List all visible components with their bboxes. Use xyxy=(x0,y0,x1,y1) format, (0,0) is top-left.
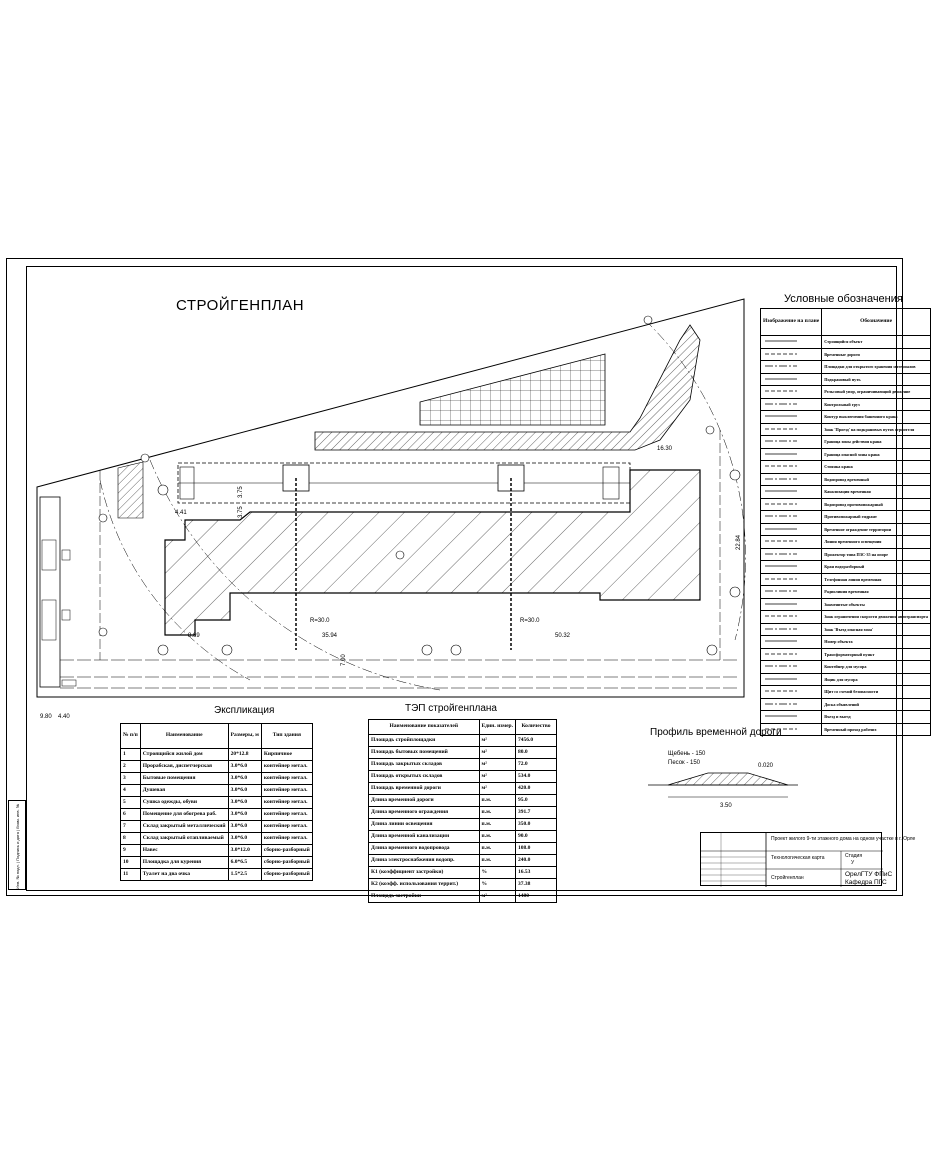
table-cell: контейнер метал. xyxy=(261,821,312,833)
table-row xyxy=(121,869,313,881)
table-cell: 3.0*12.0 xyxy=(228,845,261,857)
legend-row xyxy=(761,623,931,636)
table-cell: контейнер метал. xyxy=(261,773,312,785)
side-strip-text: Инв. № подл. | Подпись и дата | Взам. инв. № xyxy=(15,804,20,889)
table-header-cell: № п/п xyxy=(121,724,141,749)
table-cell: м² xyxy=(479,891,515,903)
svg-text:4.40: 4.40 xyxy=(58,714,70,720)
table-cell: 3.0*6.0 xyxy=(228,797,261,809)
svg-text:16.30: 16.30 xyxy=(657,446,673,452)
table-cell: сборно-разборный xyxy=(261,857,312,869)
table-cell: Строящийся жилой дом xyxy=(140,749,228,761)
legend-row xyxy=(761,648,931,661)
legend-label: Временное ограждение территории xyxy=(822,523,931,536)
legend-row xyxy=(761,698,931,711)
table-cell: 1480 xyxy=(516,891,557,903)
table-cell: Площадь стройплощадки xyxy=(369,735,480,747)
table-row xyxy=(369,843,557,855)
legend-symbol xyxy=(761,498,822,511)
legend-row xyxy=(761,386,931,399)
legend-symbol xyxy=(761,561,822,574)
table-cell: Площадь бытовых помещений xyxy=(369,747,480,759)
stamp-project: Проект жилого 9-ти этажного дома на одном участке в г. Орле xyxy=(771,836,916,842)
table-header-cell: Количество xyxy=(516,720,557,735)
legend-row xyxy=(761,423,931,436)
table-cell: 1 xyxy=(121,749,141,761)
legend-label: Контур выключения башенного крана xyxy=(822,411,931,424)
title-block xyxy=(700,832,916,886)
table-cell: Душевая xyxy=(140,785,228,797)
legend-row xyxy=(761,473,931,486)
table-header-cell: Размеры, м xyxy=(228,724,261,749)
table-cell: 3.0*6.0 xyxy=(228,821,261,833)
table-cell: 5 xyxy=(121,797,141,809)
table-row xyxy=(369,795,557,807)
legend-symbol xyxy=(761,461,822,474)
table-row xyxy=(369,891,557,903)
table-cell: п.м. xyxy=(479,855,515,867)
table-row xyxy=(369,759,557,771)
legend-label: Ящик для мусора xyxy=(822,673,931,686)
legend-row xyxy=(761,398,931,411)
legend-row xyxy=(761,523,931,536)
svg-text:3.75: 3.75 xyxy=(238,506,244,518)
table-row xyxy=(369,867,557,879)
legend-symbol xyxy=(761,411,822,424)
table-cell: Длина электроснабжения водопр. xyxy=(369,855,480,867)
legend-symbol xyxy=(761,673,822,686)
legend-row xyxy=(761,573,931,586)
legend-label: Трансформаторный пункт xyxy=(822,648,931,661)
legend-label: Знак ограничения скорости движения автотранспорта xyxy=(822,611,931,624)
legend-label: Кран водоразборный xyxy=(822,561,931,574)
table-cell: 240.0 xyxy=(516,855,557,867)
table-cell: Длина временного ограждения xyxy=(369,807,480,819)
table-row xyxy=(369,783,557,795)
table-cell: м² xyxy=(479,759,515,771)
legend-symbol xyxy=(761,511,822,524)
table-cell: 3 xyxy=(121,773,141,785)
building-outline xyxy=(165,470,700,635)
legend-label: Рельсовый упор, ограничивающий движение xyxy=(822,386,931,399)
table-cell: 3.0*6.0 xyxy=(228,761,261,773)
table-header-row xyxy=(369,720,557,735)
table-row xyxy=(121,821,313,833)
table-cell: 3.0*6.0 xyxy=(228,809,261,821)
table-cell: 95.0 xyxy=(516,795,557,807)
legend-label: Знак 'Въезд опасная зона' xyxy=(822,623,931,636)
table-header-cell: Наименование xyxy=(140,724,228,749)
legend-label: Щит со схемой безопасности xyxy=(822,686,931,699)
table-cell: м² xyxy=(479,783,515,795)
legend-symbol xyxy=(761,623,822,636)
table-cell: п.м. xyxy=(479,843,515,855)
legend-symbol xyxy=(761,386,822,399)
table-cell: 3.0*6.0 xyxy=(228,785,261,797)
legend-label: Граница зоны действия крана xyxy=(822,436,931,449)
table-cell: Сушка одежды, обуви xyxy=(140,797,228,809)
legend-label: Линия временного освещения xyxy=(822,536,931,549)
legend-symbol xyxy=(761,661,822,674)
table-cell: Прорабская, диспетчерская xyxy=(140,761,228,773)
stamp-org2: Кафедра ПГС xyxy=(845,879,887,886)
table-header-cell: Един. измер. xyxy=(479,720,515,735)
legend-symbol xyxy=(761,648,822,661)
svg-text:R=30.0: R=30.0 xyxy=(310,618,330,624)
table-cell: контейнер метал. xyxy=(261,797,312,809)
site-facilities xyxy=(40,497,60,687)
table-cell: Длина временной канализации xyxy=(369,831,480,843)
legend-label: Строящийся объект xyxy=(822,336,931,349)
legend-symbol xyxy=(761,586,822,599)
profile-layer2: Песок - 150 xyxy=(668,760,701,766)
legend-symbol xyxy=(761,686,822,699)
legend-row xyxy=(761,611,931,624)
table-cell: Туалет на два очка xyxy=(140,869,228,881)
table-cell: 3.0*6.0 xyxy=(228,833,261,845)
table-row xyxy=(121,797,313,809)
legend-symbol xyxy=(761,448,822,461)
tep-table xyxy=(368,719,557,903)
table-row xyxy=(369,735,557,747)
road-profile xyxy=(648,745,798,815)
table-row xyxy=(369,879,557,891)
legend-symbol xyxy=(761,486,822,499)
legend-row xyxy=(761,561,931,574)
legend-symbol xyxy=(761,423,822,436)
table-row xyxy=(369,807,557,819)
table-row xyxy=(121,845,313,857)
legend-row xyxy=(761,673,931,686)
table-row xyxy=(369,747,557,759)
legend-title: Условные обозначения xyxy=(784,293,903,305)
table-row xyxy=(369,855,557,867)
table-cell: контейнер метал. xyxy=(261,785,312,797)
table-cell: Длина временного водопровода xyxy=(369,843,480,855)
table-cell: п.м. xyxy=(479,819,515,831)
legend-symbol xyxy=(761,361,822,374)
legend-symbol xyxy=(761,373,822,386)
table-cell: 7 xyxy=(121,821,141,833)
svg-text:4.41: 4.41 xyxy=(175,510,187,516)
legend-label: Временные дороги xyxy=(822,348,931,361)
legend-symbol xyxy=(761,711,822,724)
table-cell: м² xyxy=(479,771,515,783)
table-cell: м² xyxy=(479,747,515,759)
legend-symbol xyxy=(761,523,822,536)
table-cell: Кирпичное xyxy=(261,749,312,761)
table-cell: 6 xyxy=(121,809,141,821)
table-cell: п.м. xyxy=(479,831,515,843)
table-cell: Склад закрытый отапливаемый xyxy=(140,833,228,845)
profile-title: Профиль временной дороги xyxy=(650,727,782,738)
table-cell: 2 xyxy=(121,761,141,773)
stamp-stage: У xyxy=(851,860,855,866)
table-header-row xyxy=(761,309,931,336)
legend-symbol xyxy=(761,436,822,449)
legend-label: Водопровод противопожарный xyxy=(822,498,931,511)
table-cell: сборно-разборный xyxy=(261,869,312,881)
table-cell: 37.38 xyxy=(516,879,557,891)
legend-row xyxy=(761,711,931,724)
legend-label: Знаменитые объекты xyxy=(822,598,931,611)
table-header-cell: Изображение на плане xyxy=(761,309,822,336)
legend-symbol xyxy=(761,698,822,711)
legend-label: Контейнер для мусора xyxy=(822,661,931,674)
svg-text:22.84: 22.84 xyxy=(736,534,742,550)
legend-symbol xyxy=(761,611,822,624)
legend-label: Доска объявлений xyxy=(822,698,931,711)
table-cell: Помещение для обогрева раб. xyxy=(140,809,228,821)
legend-label: Прожектор типа ПЗС-35 на опоре xyxy=(822,548,931,561)
table-cell: п.м. xyxy=(479,807,515,819)
table-cell: 90.0 xyxy=(516,831,557,843)
table-row xyxy=(121,833,313,845)
table-cell: Длина линии освещения xyxy=(369,819,480,831)
storage-area-grid xyxy=(420,354,605,425)
table-cell: % xyxy=(479,867,515,879)
table-row xyxy=(121,809,313,821)
table-cell: Площадь временной дороги xyxy=(369,783,480,795)
table-cell: Длина временной дороги xyxy=(369,795,480,807)
legend-row xyxy=(761,636,931,649)
table-cell: К1 (коэффициент застройки) xyxy=(369,867,480,879)
table-cell: Площадь закрытых складов xyxy=(369,759,480,771)
stamp-sheet-title: Технологическая карта xyxy=(771,855,825,861)
table-cell: Площадка для курения xyxy=(140,857,228,869)
legend-label: Противопожарный гидрант xyxy=(822,511,931,524)
legend-row xyxy=(761,348,931,361)
table-cell: 9 xyxy=(121,845,141,857)
legend-row xyxy=(761,411,931,424)
table-cell: 8 xyxy=(121,833,141,845)
legend-row xyxy=(761,498,931,511)
legend-label: Подкрановый путь xyxy=(822,373,931,386)
legend-row xyxy=(761,373,931,386)
table-row xyxy=(121,749,313,761)
legend-label: Канализация временная xyxy=(822,486,931,499)
table-row xyxy=(369,819,557,831)
table-cell: контейнер метал. xyxy=(261,833,312,845)
table-cell: м² xyxy=(479,735,515,747)
table-cell: 1.5*2.5 xyxy=(228,869,261,881)
table-cell: Склад закрытый металлический xyxy=(140,821,228,833)
legend-row xyxy=(761,448,931,461)
table-cell: 420.0 xyxy=(516,783,557,795)
stamp-section: Стройгенплан xyxy=(771,875,804,881)
legend-symbol xyxy=(761,636,822,649)
legend-table xyxy=(760,308,931,736)
legend-symbol xyxy=(761,473,822,486)
legend-symbol xyxy=(761,548,822,561)
table-cell: 10 xyxy=(121,857,141,869)
legend-label: Контрольный груз xyxy=(822,398,931,411)
legend-symbol xyxy=(761,398,822,411)
legend-row xyxy=(761,686,931,699)
table-header-row xyxy=(121,724,313,749)
table-row xyxy=(121,785,313,797)
legend-label: Площадки для открытого хранения материалов xyxy=(822,361,931,374)
legend-label: Временный проход рабочих xyxy=(822,723,931,736)
legend-row xyxy=(761,661,931,674)
table-cell: 11 xyxy=(121,869,141,881)
svg-text:R=30.0: R=30.0 xyxy=(520,618,540,624)
profile-slope: 0.020 xyxy=(758,763,774,769)
table-cell: Площадь открытых складов xyxy=(369,771,480,783)
legend-row xyxy=(761,723,931,736)
table-cell: Бытовые помещения xyxy=(140,773,228,785)
table-cell: 350.0 xyxy=(516,819,557,831)
table-cell: % xyxy=(479,879,515,891)
svg-text:9.80: 9.80 xyxy=(40,714,52,720)
legend-label: Стоянка крана xyxy=(822,461,931,474)
explication-table xyxy=(120,723,313,881)
table-cell: сборно-разборный xyxy=(261,845,312,857)
legend-row xyxy=(761,361,931,374)
explication-title: Экспликация xyxy=(214,705,275,716)
svg-text:50.32: 50.32 xyxy=(555,633,571,639)
page-title: СТРОЙГЕНПЛАН xyxy=(176,297,305,314)
legend-row xyxy=(761,598,931,611)
tep-title: ТЭП стройгенплана xyxy=(405,703,497,714)
table-cell: 16.53 xyxy=(516,867,557,879)
table-cell: 534.0 xyxy=(516,771,557,783)
legend-label: Граница опасной зоны крана xyxy=(822,448,931,461)
legend-label: Водопровод временный xyxy=(822,473,931,486)
table-row xyxy=(369,831,557,843)
table-cell: 6.0*6.5 xyxy=(228,857,261,869)
legend-row xyxy=(761,536,931,549)
table-cell: 20*12.8 xyxy=(228,749,261,761)
legend-symbol xyxy=(761,336,822,349)
table-row xyxy=(121,761,313,773)
table-cell: Навес xyxy=(140,845,228,857)
stamp-org1: ОрелГТУ ФПиС xyxy=(845,871,893,878)
stamp-scale: Стадия xyxy=(845,853,863,859)
profile-width: 3.50 xyxy=(720,803,732,809)
legend-label: Радиолиния временная xyxy=(822,586,931,599)
table-cell: К2 (коэфф. использования террит.) xyxy=(369,879,480,891)
table-header-cell: Наименование показателей xyxy=(369,720,480,735)
table-cell: 391.7 xyxy=(516,807,557,819)
legend-symbol xyxy=(761,536,822,549)
legend-row xyxy=(761,336,931,349)
legend-label: Номер объекта xyxy=(822,636,931,649)
legend-label: Телефонная линия временная xyxy=(822,573,931,586)
legend-symbol xyxy=(761,573,822,586)
table-cell: 7456.0 xyxy=(516,735,557,747)
legend-row xyxy=(761,461,931,474)
legend-row xyxy=(761,548,931,561)
svg-text:7.00: 7.00 xyxy=(341,654,347,666)
legend-label: Знак 'Проезд' на подкрановых путях строителя xyxy=(822,423,931,436)
table-cell: п.м. xyxy=(479,795,515,807)
table-row xyxy=(121,773,313,785)
legend-symbol xyxy=(761,598,822,611)
legend-row xyxy=(761,486,931,499)
legend-label: Въезд и выезд xyxy=(822,711,931,724)
table-cell: 72.0 xyxy=(516,759,557,771)
table-header-cell: Обозначение xyxy=(822,309,931,336)
table-cell: контейнер метал. xyxy=(261,761,312,773)
table-row xyxy=(369,771,557,783)
profile-layer1: Щебень - 150 xyxy=(668,751,706,757)
legend-row xyxy=(761,436,931,449)
temporary-road-left xyxy=(118,462,143,518)
table-cell: 4 xyxy=(121,785,141,797)
legend-row xyxy=(761,511,931,524)
legend-row xyxy=(761,586,931,599)
legend-symbol xyxy=(761,348,822,361)
table-cell: 80.0 xyxy=(516,747,557,759)
legend-symbol xyxy=(761,723,822,736)
table-cell: Площадь застройки xyxy=(369,891,480,903)
table-header-cell: Тип здания xyxy=(261,724,312,749)
table-cell: контейнер метал. xyxy=(261,809,312,821)
svg-text:8.69: 8.69 xyxy=(188,633,200,639)
svg-text:35.94: 35.94 xyxy=(322,633,338,639)
table-cell: 3.0*6.0 xyxy=(228,773,261,785)
svg-text:3.75: 3.75 xyxy=(238,486,244,498)
table-row xyxy=(121,857,313,869)
table-cell: 108.0 xyxy=(516,843,557,855)
